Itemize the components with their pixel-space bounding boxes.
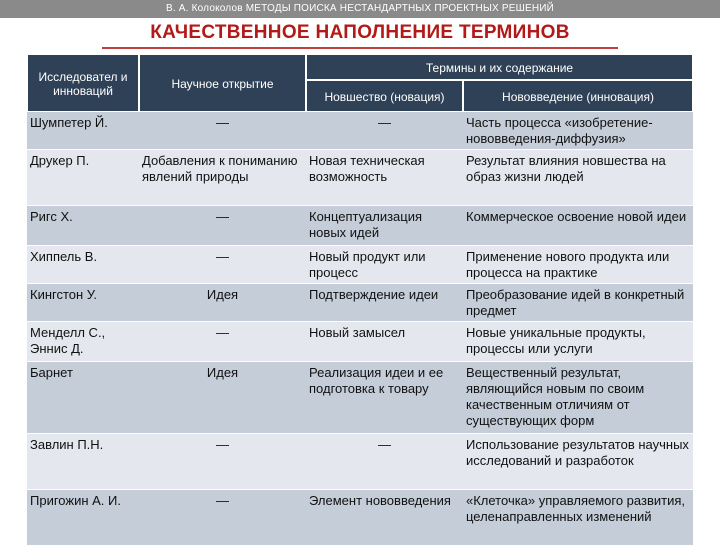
col-header-group: Термины и их содержание bbox=[306, 54, 693, 80]
cell-novelty: — bbox=[306, 434, 463, 490]
terms-table bbox=[27, 54, 693, 546]
cell-novelty: Реализация идеи и ее подготовка к товару bbox=[306, 362, 463, 434]
col-header-discovery: Научное открытие bbox=[139, 54, 306, 112]
table-row bbox=[27, 284, 693, 322]
col-header-novelty: Новшество (новация) bbox=[306, 80, 463, 112]
page-title: КАЧЕСТВЕННОЕ НАПОЛНЕНИЕ ТЕРМИНОВ bbox=[150, 22, 570, 43]
title-underline bbox=[102, 47, 618, 49]
cell-researcher: Пригожин А. И. bbox=[27, 490, 139, 546]
cell-researcher: Кингстон У. bbox=[27, 284, 139, 322]
col-header-innovation: Нововведение (инновация) bbox=[463, 80, 693, 112]
cell-innovation: «Клеточка» управляемого развития, целенаправленных изменений bbox=[463, 490, 693, 546]
cell-discovery: Идея bbox=[139, 362, 306, 434]
table-row bbox=[27, 322, 693, 362]
cell-discovery: — bbox=[139, 206, 306, 246]
table-row bbox=[27, 150, 693, 206]
cell-discovery: — bbox=[139, 322, 306, 362]
cell-researcher: Завлин П.Н. bbox=[27, 434, 139, 490]
cell-innovation: Вещественный результат, являющийся новым по своим качественным отличиям от существующих форм bbox=[463, 362, 693, 434]
cell-discovery: — bbox=[139, 112, 306, 150]
cell-novelty: Новый продукт или процесс bbox=[306, 246, 463, 284]
cell-innovation: Часть процесса «изобретение-нововведения-диффузия» bbox=[463, 112, 693, 150]
cell-researcher: Шумпетер Й. bbox=[27, 112, 139, 150]
table-row bbox=[27, 434, 693, 490]
header-bar: В. А. Колоколов МЕТОДЫ ПОИСКА НЕСТАНДАРТНЫХ ПРОЕКТНЫХ РЕШЕНИЙ bbox=[0, 0, 720, 18]
table-row bbox=[27, 112, 693, 150]
cell-novelty: — bbox=[306, 112, 463, 150]
cell-novelty: Концептуализация новых идей bbox=[306, 206, 463, 246]
cell-discovery: — bbox=[139, 246, 306, 284]
cell-researcher: Барнет bbox=[27, 362, 139, 434]
table-row bbox=[27, 362, 693, 434]
cell-researcher: Ригс Х. bbox=[27, 206, 139, 246]
table-row bbox=[27, 490, 693, 546]
cell-novelty: Элемент нововведения bbox=[306, 490, 463, 546]
table-row bbox=[27, 206, 693, 246]
table-row bbox=[27, 246, 693, 284]
cell-discovery: — bbox=[139, 490, 306, 546]
cell-discovery: Добавления к пониманию явлений природы bbox=[139, 150, 306, 206]
cell-novelty: Новая техническая возможность bbox=[306, 150, 463, 206]
cell-researcher: Друкер П. bbox=[27, 150, 139, 206]
col-header-researcher: Исследовател и инноваций bbox=[27, 54, 139, 112]
cell-innovation: Преобразование идей в конкретный предмет bbox=[463, 284, 693, 322]
cell-discovery: — bbox=[139, 434, 306, 490]
cell-researcher: Хиппель В. bbox=[27, 246, 139, 284]
cell-discovery: Идея bbox=[139, 284, 306, 322]
cell-innovation: Результат влияния новшества на образ жизни людей bbox=[463, 150, 693, 206]
cell-researcher: Менделл С., Эннис Д. bbox=[27, 322, 139, 362]
cell-innovation: Использование результатов научных исследований и разработок bbox=[463, 434, 693, 490]
cell-innovation: Новые уникальные продукты, процессы или услуги bbox=[463, 322, 693, 362]
cell-novelty: Подтверждение идеи bbox=[306, 284, 463, 322]
cell-innovation: Коммерческое освоение новой идеи bbox=[463, 206, 693, 246]
cell-innovation: Применение нового продукта или процесса на практике bbox=[463, 246, 693, 284]
cell-novelty: Новый замысел bbox=[306, 322, 463, 362]
